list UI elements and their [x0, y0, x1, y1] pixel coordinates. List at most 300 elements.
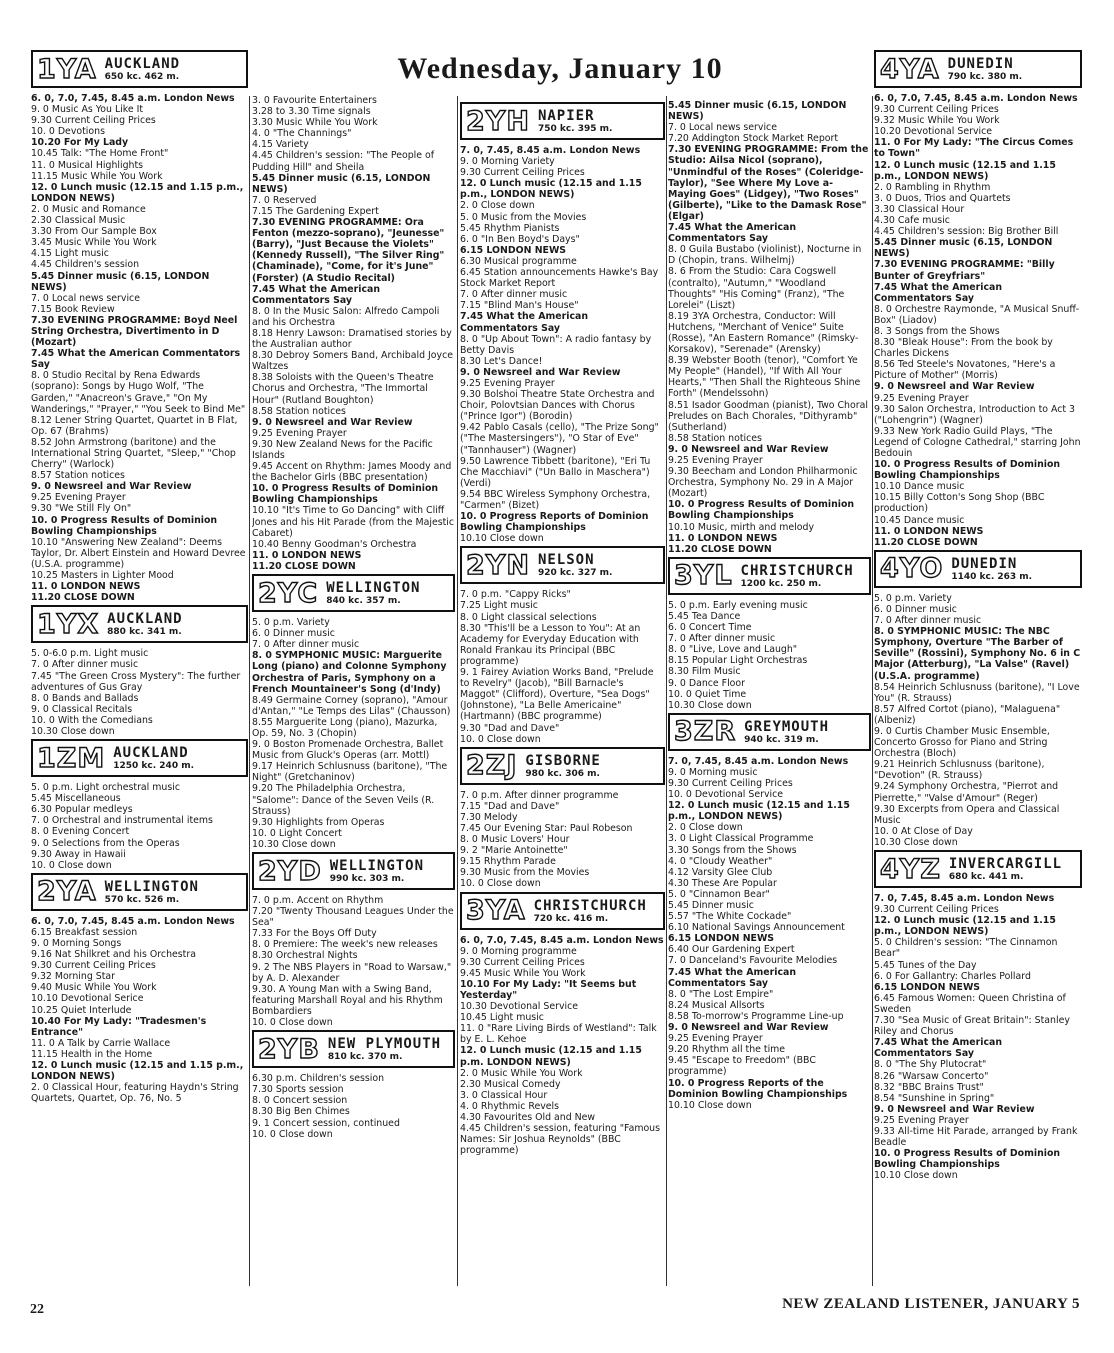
- program-line: 4. 0 "Cloudy Weather": [668, 855, 773, 867]
- station-frequency: 750 kc. 395 m.: [537, 124, 613, 134]
- program-line: 3.30 Songs from the Shows: [668, 844, 797, 856]
- program-line: 7.45 What the American Commentators Say: [31, 348, 241, 371]
- station-city: WELLINGTON: [104, 878, 199, 895]
- program-line: 9.33 All-time Hit Parade, arranged by Frank Beadle: [874, 1125, 1078, 1149]
- program-line: 9.30 Salon Orchestra, Introduction to Act 3 ("Lohengrin") (Wagner): [874, 403, 1075, 426]
- program-line: 10.30 Devotional Service: [460, 1001, 579, 1013]
- program-line: 9.30 "We Still Fly On": [31, 503, 132, 515]
- program-line: 6. 0 Dinner music: [874, 603, 957, 615]
- station-2ya: [31, 873, 248, 1105]
- program-line: 2. 0 Rambling in Rhythm: [874, 181, 991, 193]
- program-line: 4.15 Light music: [31, 248, 109, 260]
- station-city: CHRISTCHURCH: [533, 897, 647, 914]
- program-line: 9.42 Pablo Casals (cello), "The Prize Song" ("The Mastersingers"), "O Star of Eve" ("Tannhauser") (Wagner): [460, 422, 659, 456]
- program-line: 9. 0 Morning music: [668, 766, 758, 778]
- program-line: 5.45 Dinner music (6.15, LONDON NEWS): [668, 100, 847, 123]
- program-line: 6. 0, 7.0, 7.45, 8.45 a.m. London News: [31, 915, 235, 927]
- program-line: 11.20 CLOSE DOWN: [31, 592, 135, 604]
- program-line: 9.21 Heinrich Schlusnuss (baritone), "Devotion" (R. Strauss): [874, 759, 1045, 782]
- program-line: 10.10 For My Lady: "It Seems but Yesterday": [460, 978, 637, 1001]
- station-city: AUCKLAND: [104, 56, 181, 72]
- program-line: 8. 0 Orchestre Raymonde, "A Musical Snuff-Box" (Liadov): [874, 303, 1080, 326]
- station-info: [330, 858, 424, 884]
- program-line: 11. 0 "Rare Living Birds of Westland": Talk by E. L. Kehoe: [460, 1023, 657, 1046]
- program-line: 4.45 Children's session: Big Brother Bill: [874, 226, 1059, 238]
- station-header: [252, 574, 455, 612]
- station-info: [105, 56, 180, 82]
- station-callsign: 1YX: [37, 608, 100, 640]
- program-line: 7. 0 Orchestral and instrumental items: [31, 815, 213, 827]
- program-line: 9.17 Heinrich Schlusnuss (baritone), "The Night" (Gretchaninov): [252, 761, 448, 784]
- program-line: 3. 0 Favourite Entertainers: [252, 95, 377, 106]
- program-line: 8.49 Germaine Corney (soprano), "Amour d'Antan," "Le Temps des Lilas" (Chausson): [252, 694, 451, 717]
- program-line: 6. 0, 7.0, 7.45, 8.45 a.m. London News: [460, 934, 664, 946]
- program-line: 6. 0 Dinner music: [252, 628, 335, 640]
- program-line: 10.45 Talk: "The Home Front": [31, 148, 169, 160]
- program-line: 6. 0 Concert Time: [668, 622, 752, 634]
- program-line: 8.30 Orchestral Nights: [252, 950, 358, 962]
- station-callsign: 1ZM: [37, 742, 106, 774]
- program-line: 9.25 Evening Prayer: [668, 1033, 763, 1045]
- station-header: [31, 605, 248, 643]
- program-line: 9. 1 Fairey Aviation Works Band, "Prelude to Revelry" (Jacob), "Bill Barnacle's Maggot" (Clifford), Overture, "Sea Dogs" (Johnstone), "La Belle Americaine" (Hartmann) (BBC programme): [460, 667, 654, 723]
- program-line: 8.30 Big Ben Chimes: [252, 1106, 350, 1118]
- program-line: 6.40 Our Gardening Expert: [668, 944, 795, 956]
- program-line: 10.10 Devotional Serice: [31, 993, 144, 1005]
- station-2yn: [460, 546, 665, 744]
- program-line: 12. 0 Lunch music (12.15 and 1.15 p.m., LONDON NEWS): [668, 800, 850, 823]
- program-line: 7. 0 Local news service: [31, 292, 140, 304]
- program-line: 8.39 Webster Booth (tenor), "Comfort Ye My People" (Handel), "If With All Your Hearts," "Then Shall the Righteous Shine Forth" (Mendelssohn): [668, 355, 861, 400]
- program-line: 7.45 What the American Commentators Say: [874, 1037, 1003, 1060]
- program-line: 9.24 Symphony Orchestra, "Pierrot and Pierrette," "Valse d'Amour" (Reger): [874, 781, 1059, 804]
- program-line: 10.10 Close down: [460, 533, 544, 545]
- program-line: 6.30 Popular medleys: [31, 804, 133, 816]
- station-callsign: 4YO: [880, 553, 944, 585]
- program-line: 9. 1 Concert session, continued: [252, 1117, 400, 1129]
- program-line: 9. 2 "Marie Antoinette": [460, 845, 568, 857]
- program-line: 9.54 BBC Wireless Symphony Orchestra, "Carmen" (Bizet): [460, 488, 651, 511]
- program-line: 11. 0 LONDON NEWS: [874, 525, 984, 537]
- program-line: 9.50 Lawrence Tibbett (baritone), "Eri Tu Che Macchiavi" ("Un Ballo in Maschera") (Verdi): [460, 455, 651, 489]
- program-line: 5.45 Miscellaneous: [31, 793, 121, 805]
- program-line: 9.30 Current Ceiling Prices: [31, 960, 156, 972]
- program-line: 3.30 From Our Sample Box: [31, 226, 157, 238]
- program-line: 9.30. A Young Man with a Swing Band, featuring Marshall Royal and his Rhythm Bombardiers: [252, 983, 443, 1017]
- footer-title: NEW ZEALAND LISTENER, JANUARY 5: [782, 1296, 1080, 1312]
- program-line: 9. 0 Curtis Chamber Music Ensemble, Concerto Grosso for Piano and String Orchestra (Bloch): [874, 725, 1050, 760]
- program-line: 9. 0 Selections from the Operas: [31, 837, 180, 849]
- program-line: 10.15 Billy Cotton's Song Shop (BBC production): [874, 492, 1045, 515]
- program-line: 6. 0, 7.0, 7.45, 8.45 a.m. London News: [31, 93, 235, 104]
- program-line: 9.30 Bolshoi Theatre State Orchestra and Choir, Polovtsian Dances with Chorus ("Prince Igor") (Borodin): [460, 389, 655, 423]
- program-line: 5. 0 "Cinnamon Bear": [668, 888, 770, 900]
- program-line: 9.20 Rhythm all the time: [668, 1044, 786, 1056]
- program-line: 9.45 Accent on Rhythm: James Moody and the Bachelor Girls (BBC presentation): [252, 461, 452, 484]
- program-line: 11. 0 For My Lady: "The Circus Comes to Town": [874, 137, 1074, 160]
- station-callsign: 3YL: [674, 560, 733, 592]
- station-callsign: 2YC: [258, 577, 319, 609]
- station-header: [874, 850, 1082, 888]
- program-line: 9.33 New York Radio Guild Plays, "The Legend of Cologne Cathedral," starring John Bedouin: [874, 425, 1081, 459]
- program-line: 7. 0, 7.45, 8.45 a.m. London News: [668, 755, 849, 767]
- station-frequency: 920 kc. 327 m.: [537, 568, 613, 579]
- program-line: 9.16 Nat Shilkret and his Orchestra: [31, 949, 196, 961]
- column-2: [252, 95, 455, 1289]
- program-line: 7.45 What the American Commentators Say: [460, 311, 589, 334]
- program-line: 10.45 Dance music: [874, 514, 965, 526]
- station-city: AUCKLAND: [113, 745, 189, 762]
- program-line: 8.26 "Warsaw Concerto": [874, 1070, 989, 1082]
- station-city: INVERCARGILL: [948, 856, 1063, 872]
- program-line: 11.20 CLOSE DOWN: [874, 536, 978, 548]
- program-line: 9.15 Rhythm Parade: [460, 856, 556, 868]
- program-line: 9. 0 Newsreel and War Review: [31, 481, 192, 493]
- station-frequency: 1140 kc. 263 m.: [951, 571, 1033, 582]
- program-line: 9.25 Evening Prayer: [31, 492, 126, 504]
- program-line: 9.30 New Zealand News for the Pacific Islands: [252, 438, 433, 461]
- program-line: 12. 0 Lunch music (12.15 and 1.15 p.m. LONDON NEWS): [460, 1045, 642, 1068]
- program-line: 9. 0 Newsreel and War Review: [874, 1103, 1035, 1115]
- program-line: 10.30 Close down: [31, 725, 115, 737]
- program-line: 10. 0 Devotional Service: [668, 789, 784, 801]
- program-line: 7.15 The Gardening Expert: [252, 205, 379, 217]
- program-line: 10.30 Close down: [252, 838, 336, 850]
- program-line: 10. 0 Progress Results of Dominion Bowling Championships: [31, 514, 218, 537]
- program-line: 10. 0 At Close of Day: [874, 825, 973, 837]
- program-line: 9.20 The Philadelphia Orchestra, "Salome": Dance of the Seven Veils (R. Strauss): [252, 783, 435, 817]
- program-line: 10. 0 Close down: [252, 1128, 333, 1140]
- program-line: 7.45 What the American Commentators Say: [668, 222, 797, 245]
- station-3yl: [668, 557, 871, 711]
- program-line: 7. 0, 7.45, 8.45 a.m. London News: [460, 145, 641, 156]
- station-header: [668, 557, 871, 595]
- program-line: 10. 0 Close down: [31, 859, 112, 871]
- program-line: 9.32 Music While You Work: [874, 115, 1000, 127]
- station-frequency: 650 kc. 462 m.: [104, 72, 180, 82]
- program-line: 7. 0 p.m. "Cappy Ricks": [460, 589, 571, 601]
- program-line: 9. 0 Morning Variety: [460, 156, 555, 168]
- program-line: 11. 0 Musical Highlights: [31, 159, 144, 171]
- program-line: 7.30 Melody: [460, 811, 518, 823]
- program-line: 5.45 Tunes of the Day: [874, 959, 977, 971]
- program-line: 10. 0 Close down: [460, 733, 541, 745]
- station-callsign: 3YA: [466, 895, 526, 927]
- program-line: 9.30 Excerpts from Opera and Classical Music: [874, 803, 1060, 826]
- program-line: 4.30 These Are Popular: [668, 877, 777, 889]
- program-line: 9. 0 Morning programme: [460, 945, 577, 957]
- station-info: [107, 611, 182, 637]
- program-line: 8.57 Alfred Cortot (piano), "Malaguena" (Albeniz): [874, 703, 1061, 726]
- program-line: 8. 0 Light classical selections: [460, 611, 597, 623]
- program-line: 8. 0 Bands and Ballads: [31, 692, 139, 704]
- program-line: 11.15 Health in the Home: [31, 1048, 153, 1060]
- program-line: 7. 0, 7.45, 8.45 a.m. London News: [874, 893, 1055, 904]
- program-line: 9. 0 Classical Recitals: [31, 703, 133, 715]
- program-line: 7.30 EVENING PROGRAMME: Ora Fenton (mezzo-soprano), "Jeunesse" (Barry), "Just Because the Violets" (Kennedy Russell), "The Silver Ring" (Chaminade), "Come, for it's June" (Forster) (A Studio Recital): [252, 217, 445, 284]
- program-line: 10.25 Quiet Interlude: [31, 1004, 132, 1016]
- program-line: 7.15 "Blind Man's House": [460, 300, 579, 312]
- program-line: 5.45 Dinner music (6.15, LONDON NEWS): [252, 172, 431, 195]
- program-line: 5. 0-6.0 p.m. Light music: [31, 648, 149, 660]
- program-line: 8.15 Popular Light Orchestras: [668, 655, 808, 667]
- program-line: 4. 0 Rhythmic Revels: [460, 1100, 560, 1112]
- program-line: 8. 0 Studio Recital by Rena Edwards (soprano): Songs by Hugo Wolf, "The Garden," "Anacreon's Grave," "On My Wanderings," "Prayer," "You Seek to Bind Me": [31, 370, 246, 415]
- program-line: 4.45 Children's session: "The People of Pudding Hill" and Sheila: [252, 150, 435, 173]
- station-callsign: 2YB: [258, 1033, 320, 1065]
- program-line: 10. 0 Progress Reports of the Dominion Bowling Championships: [668, 1077, 848, 1100]
- program-line: 9.30 Current Ceiling Prices: [668, 777, 793, 789]
- program-line: 9.30 Highlights from Operas: [252, 816, 385, 828]
- station-frequency: 980 kc. 306 m.: [525, 768, 600, 779]
- station-city: GISBORNE: [525, 752, 601, 769]
- program-line: 9.45 Music While You Work: [460, 967, 586, 979]
- program-line: 10.40 Benny Goodman's Orchestra: [252, 538, 417, 550]
- station-city: AUCKLAND: [107, 611, 183, 628]
- program-line: 9. 0 Newsreel and War Review: [874, 381, 1035, 393]
- station-1yx: [31, 605, 248, 737]
- program-line: 2. 0 Music While You Work: [460, 1067, 583, 1079]
- program-line: 8. 0 "Live, Love and Laugh": [668, 644, 798, 656]
- program-line: 9. 0 Newsreel and War Review: [460, 366, 621, 378]
- program-line: 5.45 Dinner music: [668, 900, 754, 911]
- program-line: 6.45 Famous Women: Queen Christina of Sweden: [874, 992, 1066, 1015]
- program-line: 3.30 Classical Hour: [874, 203, 965, 215]
- station-city: DUNEDIN: [951, 555, 1018, 572]
- program-line: 10. 0 Progress Reports of Dominion Bowling Championships: [460, 511, 649, 534]
- program-line: 5.45 Tea Dance: [668, 610, 741, 622]
- program-line: 11.15 Music While You Work: [31, 170, 163, 182]
- station-2yb: [252, 1030, 455, 1140]
- program-line: 8. 0 Concert session: [252, 1095, 348, 1107]
- program-line: 12. 0 Lunch music (12.15 and 1.15 p.m., LONDON NEWS): [874, 159, 1056, 182]
- program-line: 6.15 LONDON NEWS: [668, 933, 775, 945]
- station-callsign: 2YD: [258, 855, 322, 887]
- program-line: 8.52 John Armstrong (baritone) and the International String Quartet, "Sleep," "Chop Cherry" (Warlock): [31, 436, 236, 471]
- program-line: 7. 0 p.m. After dinner programme: [460, 789, 619, 801]
- program-line: 8.12 Lener String Quartet, Quartet in B Flat, Op. 67 (Brahms): [31, 414, 238, 437]
- station-callsign: 3ZR: [674, 716, 737, 748]
- program-line: 8.54 "Sunshine in Spring": [874, 1092, 995, 1104]
- program-line: 6.10 National Savings Announcement: [668, 922, 845, 934]
- program-line: 5.57 "The White Cockade": [668, 911, 792, 923]
- station-frequency: 680 kc. 441 m.: [948, 872, 1024, 882]
- program-line: 10. 0 Light Concert: [252, 827, 342, 839]
- program-line: 8. 0 "Up About Town": A radio fantasy by Betty Davis: [460, 333, 652, 356]
- station-header: [460, 892, 665, 930]
- station-frequency: 790 kc. 380 m.: [947, 72, 1023, 82]
- program-line: 8. 0 Premiere: The week's new releases: [252, 939, 438, 951]
- program-line: 2. 0 Music and Romance: [31, 203, 146, 215]
- program-line: 12. 0 Lunch music (12.15 and 1.15 p.m., LONDON NEWS): [874, 915, 1056, 938]
- station-info: [538, 108, 613, 134]
- program-line: 3. 0 Classical Hour: [460, 1089, 548, 1101]
- column-rule: [666, 96, 667, 1286]
- column-1: [31, 48, 248, 1289]
- program-line: 10. 0 Progress Results of Dominion Bowling Championships: [668, 499, 855, 522]
- station-1ya: [31, 50, 248, 603]
- station-callsign: 4YA: [880, 53, 940, 85]
- program-line: 12. 0 Lunch music (12.15 and 1.15 p.m., LONDON NEWS): [460, 178, 642, 201]
- program-line: 10.10 Music, mirth and melody: [668, 521, 814, 533]
- station-4ya: [874, 50, 1082, 548]
- program-line: 6. 0, 7.0, 7.45, 8.45 a.m. London News: [874, 93, 1078, 104]
- station-frequency: 720 kc. 416 m.: [533, 913, 609, 924]
- program-line: 7.15 "Dad and Dave": [460, 800, 560, 812]
- program-line: 8.30 Let's Dance!: [460, 355, 543, 367]
- station-frequency: 810 kc. 370 m.: [327, 1052, 403, 1063]
- program-line: 6.45 Station announcements Hawke's Bay Stock Market Report: [460, 267, 659, 290]
- program-line: 8. 0 Evening Concert: [31, 826, 130, 838]
- program-line: 9.32 Morning Star: [31, 971, 116, 983]
- station-callsign: 2YH: [466, 105, 530, 137]
- program-line: 4.30 Cafe music: [874, 215, 950, 227]
- program-line: 10.10 "It's Time to Go Dancing" with Cliff Jones and his Hit Parade (from the Majestic Cabaret): [252, 505, 455, 539]
- program-line: 7. 0 After dinner music: [460, 289, 568, 301]
- program-line: 3.30 Music While You Work: [252, 117, 378, 129]
- program-line: 3.28 to 3.30 Time signals: [252, 106, 371, 118]
- program-line: 9.30 Music from the Movies: [460, 867, 590, 879]
- station-frequency: 1250 kc. 240 m.: [113, 761, 195, 772]
- program-line: 4.45 Children's session, featuring "Famous Names: Sir Joshua Reynolds" (BBC programme): [460, 1123, 661, 1157]
- program-line: 10. 0 Close down: [460, 878, 541, 890]
- program-line: 9.30 Away in Hawaii: [31, 848, 126, 860]
- program-line: 7.30 EVENING PROGRAMME: Boyd Neel String Orchestra, Divertimento in D (Mozart): [31, 314, 238, 349]
- station-header: [31, 739, 248, 777]
- program-line: 7. 0 After dinner music: [31, 659, 139, 671]
- station-info: [951, 556, 1032, 582]
- program-line: 8. 0 SYMPHONIC MUSIC: The NBC Symphony, Overture "The Barber of Seville" (Rossini), Symphony No. 6 in C Major (Atterburg), "La Valse" (Ravel) (U.S.A. programme): [874, 626, 1081, 682]
- station-info: [948, 56, 1023, 82]
- station-frequency: 1200 kc. 250 m.: [740, 578, 822, 589]
- program-line: 5. 0 Music from the Movies: [460, 211, 587, 223]
- station-frequency: 570 kc. 526 m.: [104, 894, 180, 905]
- program-line: 8. 0 SYMPHONIC MUSIC: Marguerite Long (piano) and Colonne Symphony Orchestra of Paris, Symphony on a French Mountaineer's Song (d'Indy): [252, 650, 447, 695]
- program-line: 2.30 Classical Music: [31, 215, 126, 227]
- program-line: 8.24 Musical Allsorts: [668, 999, 765, 1011]
- program-line: 7.45 "The Green Cross Mystery": The further adventures of Gus Gray: [31, 670, 241, 693]
- program-line: 10.45 Light music: [460, 1012, 544, 1024]
- program-line: 8.51 Isador Goodman (pianist), Two Choral Preludes on Bach Chorales, "Dithyramb" (Sutherland): [668, 399, 868, 433]
- station-city: NELSON: [537, 552, 595, 569]
- program-line: 10. 0 Quiet Time: [668, 688, 747, 700]
- program-line: 10.10 Dance music: [874, 481, 965, 493]
- program-line: 7.45 What the American Commentators Say: [668, 966, 797, 989]
- station-info: [534, 898, 647, 924]
- station-2zj: [460, 747, 665, 890]
- program-line: 4.30 Favourites Old and New: [460, 1112, 596, 1124]
- program-line: 9. 0 Newsreel and War Review: [252, 416, 413, 428]
- station-callsign: 2ZJ: [466, 750, 518, 782]
- program-line: 9.25 Evening Prayer: [668, 455, 763, 466]
- column-4: [668, 100, 871, 1289]
- program-line: 8.58 To-morrow's Programme Line-up: [668, 1010, 844, 1022]
- program-line: 7. 0 Reserved: [252, 194, 317, 206]
- station-city: GREYMOUTH: [744, 718, 830, 735]
- program-line: 7.30 Sports session: [252, 1084, 344, 1096]
- station-city: WELLINGTON: [326, 580, 421, 597]
- program-line: 8.56 Ted Steele's Novatones, "Here's a Picture of Mother" (Morris): [874, 359, 1056, 382]
- program-line: 8.30 "Bleak House": From the book by Charles Dickens: [874, 337, 1053, 360]
- station-header: [252, 852, 455, 890]
- program-line: 7.30 EVENING PROGRAMME: From the Studio: Ailsa Nicol (soprano), "Unmindful of the Roses" (Coleridge-Taylor), "See Where My Love a-Maying Goes" (Lidgey), "Two Roses" (Gilberte), "Like to the Damask Rose" (Elgar): [668, 144, 869, 222]
- program-line: 3.45 Music While You Work: [31, 237, 157, 249]
- station-info: [741, 563, 854, 589]
- program-line: 4.15 Variety: [252, 139, 309, 151]
- program-line: 8. 0 In the Music Salon: Alfredo Campoli and his Orchestra: [252, 305, 440, 328]
- station-2yc: [252, 574, 455, 850]
- program-line: 9. 0 Morning Songs: [31, 938, 122, 949]
- program-line: 10. 0 Close down: [252, 1017, 333, 1029]
- column-rule: [872, 96, 873, 1286]
- program-line: 8.58 Station notices: [668, 432, 762, 444]
- program-line: 9. 0 Boston Promenade Orchestra, Ballet Music from Gluck's Operas (arr. Mottl): [252, 739, 444, 762]
- program-line: 10. 0 Progress Results of Dominion Bowling Championships: [874, 459, 1061, 482]
- station-info: [949, 856, 1062, 882]
- station-callsign: 2YA: [37, 876, 97, 908]
- program-line: 6.15 LONDON NEWS: [874, 981, 981, 993]
- program-line: 8. 0 "The Shy Plutocrat": [874, 1059, 987, 1071]
- station-info: [538, 552, 613, 578]
- program-line: 4. 0 "The Channings": [252, 128, 352, 140]
- program-line: 9. 2 The NBS Players in "Road to Warsaw," by A. D. Alexander: [252, 961, 452, 984]
- program-line: 12. 0 Lunch music (12.15 and 1.15 p.m., LONDON NEWS): [31, 1060, 244, 1083]
- program-line: 7.30 EVENING PROGRAMME: "Billy Bunter of Greyfriars": [874, 259, 1055, 282]
- program-line: 9.30 Current Ceiling Prices: [874, 904, 999, 916]
- station-city: DUNEDIN: [947, 56, 1014, 72]
- program-line: 9. 0 Music As You Like It: [31, 104, 144, 116]
- program-line: 10.30 Close down: [668, 699, 752, 711]
- program-line: 10. 0 With the Comedians: [31, 714, 153, 726]
- station-header: [460, 546, 665, 584]
- program-line: 6. 0 "In Ben Boyd's Days": [460, 233, 580, 245]
- station-2yh: [460, 102, 665, 544]
- station-header: [31, 873, 248, 911]
- program-line: 9.30 Current Ceiling Prices: [31, 115, 156, 127]
- program-line: 9.30 Current Ceiling Prices: [874, 104, 999, 116]
- program-line: 10. 0 Progress Results of Dominion Bowling Championships: [252, 483, 439, 506]
- station-callsign: 1YA: [37, 53, 97, 85]
- program-line: 5. 0 p.m. Variety: [874, 592, 952, 604]
- program-line: 10.40 For My Lady: "Tradesmen's Entrance": [31, 1015, 207, 1038]
- station-header: [460, 747, 665, 785]
- program-line: 8. 3 Songs from the Shows: [874, 325, 1000, 337]
- program-line: 7. 0 After dinner music: [874, 615, 982, 627]
- station-city: NAPIER: [537, 108, 595, 124]
- program-line: 9.25 Evening Prayer: [252, 427, 347, 439]
- program-line: 9.40 Music While You Work: [31, 982, 157, 994]
- program-line: 8. 6 From the Studio: Cara Cogswell (contralto), "Autumn," "Woodland Thoughts" "His Coming" (Franz), "The Lorelei" (Liszt): [668, 266, 845, 311]
- program-line: 9. 0 Dance Floor: [668, 677, 746, 689]
- program-line: 10.20 Devotional Service: [874, 126, 993, 138]
- program-line: 7. 0 p.m. Accent on Rhythm: [252, 895, 384, 906]
- program-line: 12. 0 Lunch music (12.15 and 1.15 p.m., LONDON NEWS): [31, 181, 244, 204]
- program-line: 9.25 Evening Prayer: [874, 392, 969, 404]
- page-title: Wednesday, January 10: [397, 52, 723, 85]
- station-info: [328, 1036, 441, 1062]
- column-rule: [249, 96, 250, 1286]
- program-line: 8.19 3YA Orchestra, Conductor: Will Hutchens, "Merchant of Venice" Suite (Rosse), "An Eastern Romance" (Rimsky-Korsakov), "Serenade" (Arensky): [668, 310, 859, 356]
- program-line: 3. 0 Light Classical Programme: [668, 833, 814, 845]
- program-line: 8.38 Soloists with the Queen's Theatre Chorus and Orchestra, "The Immortal Hour" (Rutland Boughton): [252, 372, 434, 406]
- station-frequency: 940 kc. 319 m.: [744, 734, 819, 745]
- column-5: [874, 48, 1082, 1289]
- station-info: [326, 580, 420, 606]
- program-line: 8.18 Henry Lawson: Dramatised stories by the Australian author: [252, 327, 452, 351]
- station-2ya-cont: [252, 95, 455, 572]
- program-line: 5. 0 Children's session: "The Cinnamon Bear": [874, 937, 1058, 960]
- station-city: CHRISTCHURCH: [740, 562, 854, 579]
